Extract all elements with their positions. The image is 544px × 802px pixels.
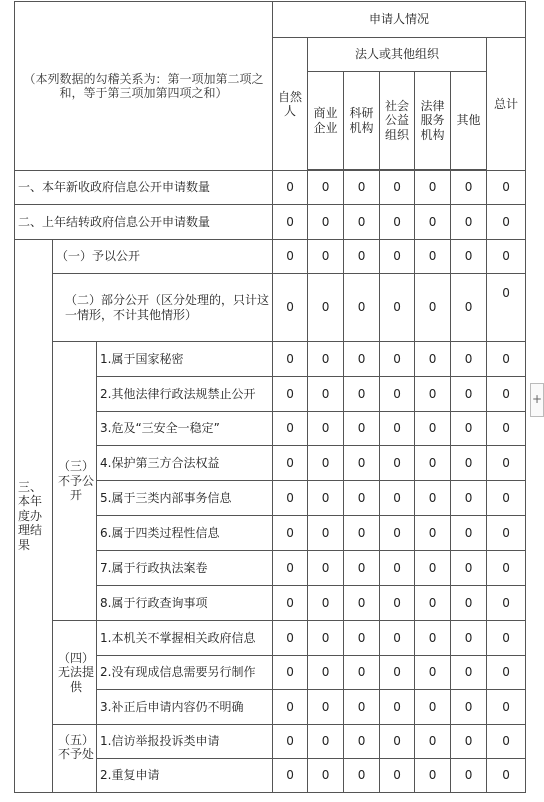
row-label: 7.属于行政执法案卷 xyxy=(97,551,273,586)
value-cell: 0 xyxy=(451,759,487,793)
value-cell: 0 xyxy=(308,412,344,446)
value-cell: 0 xyxy=(344,171,380,205)
value-cell: 0 xyxy=(487,621,526,656)
value-cell: 0 xyxy=(380,274,415,342)
value-cell: 0 xyxy=(380,690,415,725)
value-cell: 0 xyxy=(380,205,415,240)
other-header: 其他 xyxy=(451,72,487,170)
value-cell: 0 xyxy=(487,446,526,481)
value-cell: 0 xyxy=(273,725,308,759)
value-cell: 0 xyxy=(487,274,526,342)
row-label: 4.保护第三方合法权益 xyxy=(97,446,273,481)
value-cell: 0 xyxy=(380,342,415,377)
value-cell: 0 xyxy=(273,656,308,690)
value-cell: 0 xyxy=(380,171,415,205)
value-cell: 0 xyxy=(415,621,451,656)
value-cell: 0 xyxy=(344,342,380,377)
legal-service-header: 法律服务机构 xyxy=(415,72,451,170)
value-cell: 0 xyxy=(487,342,526,377)
value-cell: 0 xyxy=(451,412,487,446)
row-label: 二、上年结转政府信息公开申请数量 xyxy=(15,205,273,240)
value-cell: 0 xyxy=(380,621,415,656)
value-cell: 0 xyxy=(451,621,487,656)
value-cell: 0 xyxy=(273,586,308,621)
value-cell: 0 xyxy=(487,759,526,793)
value-cell: 0 xyxy=(415,516,451,551)
value-cell: 0 xyxy=(308,551,344,586)
value-cell: 0 xyxy=(415,481,451,516)
value-cell: 0 xyxy=(380,656,415,690)
value-cell: 0 xyxy=(308,586,344,621)
value-cell: 0 xyxy=(273,446,308,481)
value-cell: 0 xyxy=(451,446,487,481)
value-cell: 0 xyxy=(273,621,308,656)
value-cell: 0 xyxy=(308,446,344,481)
value-cell: 0 xyxy=(415,690,451,725)
value-cell: 0 xyxy=(451,725,487,759)
value-cell: 0 xyxy=(380,516,415,551)
row-label: 2.没有现成信息需要另行制作 xyxy=(97,656,273,690)
value-cell: 0 xyxy=(451,551,487,586)
value-cell: 0 xyxy=(344,205,380,240)
value-cell: 0 xyxy=(273,412,308,446)
value-cell: 0 xyxy=(451,205,487,240)
value-cell: 0 xyxy=(380,725,415,759)
value-cell: 0 xyxy=(273,240,308,274)
value-cell: 0 xyxy=(451,516,487,551)
value-cell: 0 xyxy=(273,377,308,412)
value-cell: 0 xyxy=(308,171,344,205)
value-cell: 0 xyxy=(415,446,451,481)
value-cell: 0 xyxy=(308,516,344,551)
legal-group-header: 法人或其他组织 xyxy=(308,38,487,72)
total-header: 总计 xyxy=(487,38,526,171)
value-cell: 0 xyxy=(344,759,380,793)
value-cell: 0 xyxy=(308,377,344,412)
value-cell: 0 xyxy=(451,240,487,274)
row-label: （二）部分公开（区分处理的，只计这一情形，不计其他情形） xyxy=(53,274,273,342)
value-cell: 0 xyxy=(273,759,308,793)
value-cell: 0 xyxy=(344,446,380,481)
value-cell: 0 xyxy=(273,551,308,586)
value-cell: 0 xyxy=(451,481,487,516)
refuse-group-label: （三）不予公开 xyxy=(53,342,97,621)
value-cell: 0 xyxy=(344,690,380,725)
value-cell: 0 xyxy=(344,274,380,342)
value-cell: 0 xyxy=(344,412,380,446)
row-label: 1.属于国家秘密 xyxy=(97,342,273,377)
row-label: 1.本机关不掌握相关政府信息 xyxy=(97,621,273,656)
social-welfare-header: 社会公益组织 xyxy=(380,72,415,170)
value-cell: 0 xyxy=(415,274,451,342)
value-cell: 0 xyxy=(451,690,487,725)
value-cell: 0 xyxy=(344,725,380,759)
value-cell: 0 xyxy=(487,377,526,412)
value-cell: 0 xyxy=(451,171,487,205)
relation-note: （本列数据的勾稽关系为：第一项加第二项之和，等于第三项加第四项之和） xyxy=(15,2,273,171)
value-cell: 0 xyxy=(415,656,451,690)
value-cell: 0 xyxy=(308,240,344,274)
value-cell: 0 xyxy=(308,481,344,516)
unable-group-label: （四）无法提供 xyxy=(53,621,97,725)
row-label: （一）予以公开 xyxy=(53,240,273,274)
row-label: 一、本年新收政府信息公开申请数量 xyxy=(15,171,273,205)
value-cell: 0 xyxy=(273,690,308,725)
not-handle-group-label: （五）不予处 xyxy=(53,725,97,793)
value-cell: 0 xyxy=(344,481,380,516)
value-cell: 0 xyxy=(344,240,380,274)
value-cell: 0 xyxy=(415,205,451,240)
value-cell: 0 xyxy=(415,725,451,759)
value-cell: 0 xyxy=(308,274,344,342)
value-cell: 0 xyxy=(380,586,415,621)
value-cell: 0 xyxy=(415,759,451,793)
row-label: 3.危及“三安全一稳定” xyxy=(97,412,273,446)
value-cell: 0 xyxy=(415,171,451,205)
value-cell: 0 xyxy=(487,171,526,205)
value-cell: 0 xyxy=(344,621,380,656)
value-cell: 0 xyxy=(415,240,451,274)
value-cell: 0 xyxy=(308,342,344,377)
value-cell: 0 xyxy=(487,551,526,586)
government-info-disclosure-table xyxy=(14,1,526,793)
value-cell: 0 xyxy=(451,656,487,690)
value-cell: 0 xyxy=(415,551,451,586)
value-cell: 0 xyxy=(273,481,308,516)
business-header: 商业企业 xyxy=(308,72,344,170)
value-cell: 0 xyxy=(415,586,451,621)
value-cell: 0 xyxy=(451,342,487,377)
research-header: 科研机构 xyxy=(344,72,380,170)
row-label: 5.属于三类内部事务信息 xyxy=(97,481,273,516)
value-cell: 0 xyxy=(344,377,380,412)
value-cell: 0 xyxy=(487,690,526,725)
value-cell: 0 xyxy=(380,551,415,586)
row-label: 6.属于四类过程性信息 xyxy=(97,516,273,551)
row-label: 2.其他法律行政法规禁止公开 xyxy=(97,377,273,412)
row-label: 1.信访举报投诉类申请 xyxy=(97,725,273,759)
value-cell: 0 xyxy=(380,377,415,412)
value-cell: 0 xyxy=(415,412,451,446)
value-cell: 0 xyxy=(380,446,415,481)
value-cell: 0 xyxy=(487,656,526,690)
value-cell: 0 xyxy=(451,377,487,412)
value-cell: 0 xyxy=(487,586,526,621)
value-cell: 0 xyxy=(273,274,308,342)
value-cell: 0 xyxy=(308,759,344,793)
value-cell: 0 xyxy=(380,240,415,274)
value-cell: 0 xyxy=(273,171,308,205)
section3-label: 三、本年度办理结果 xyxy=(15,240,53,793)
value-cell: 0 xyxy=(487,240,526,274)
value-cell: 0 xyxy=(308,205,344,240)
value-cell: 0 xyxy=(451,274,487,342)
value-cell: 0 xyxy=(308,690,344,725)
value-cell: 0 xyxy=(380,481,415,516)
value-cell: 0 xyxy=(415,342,451,377)
applicant-header: 申请人情况 xyxy=(273,2,526,38)
value-cell: 0 xyxy=(487,481,526,516)
value-cell: 0 xyxy=(380,759,415,793)
value-cell: 0 xyxy=(344,551,380,586)
value-cell: 0 xyxy=(344,656,380,690)
row-label: 8.属于行政查询事项 xyxy=(97,586,273,621)
value-cell: 0 xyxy=(344,516,380,551)
natural-person-header: 自然人 xyxy=(273,38,308,171)
value-cell: 0 xyxy=(308,656,344,690)
value-cell: 0 xyxy=(273,516,308,551)
value-cell: 0 xyxy=(487,205,526,240)
row-label: 2.重复申请 xyxy=(97,759,273,793)
value-cell: 0 xyxy=(273,205,308,240)
value-cell: 0 xyxy=(487,412,526,446)
expand-plus-button[interactable]: + xyxy=(530,383,544,417)
value-cell: 0 xyxy=(273,342,308,377)
row-label: 3.补正后申请内容仍不明确 xyxy=(97,690,273,725)
value-cell: 0 xyxy=(308,621,344,656)
value-cell: 0 xyxy=(308,725,344,759)
value-cell: 0 xyxy=(487,725,526,759)
value-cell: 0 xyxy=(380,412,415,446)
value-cell: 0 xyxy=(344,586,380,621)
value-cell: 0 xyxy=(415,377,451,412)
value-cell: 0 xyxy=(451,586,487,621)
value-cell: 0 xyxy=(487,516,526,551)
